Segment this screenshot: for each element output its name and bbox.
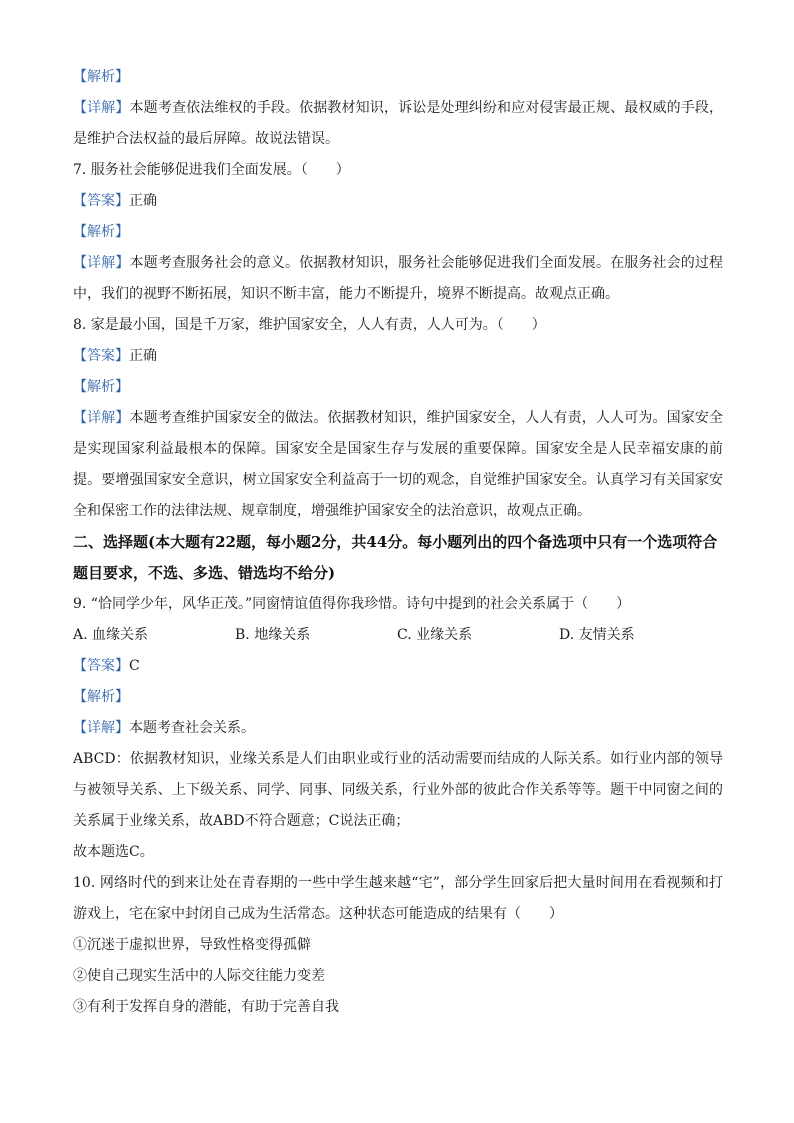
option-c: C. 业缘关系 [397, 627, 473, 643]
detail-paragraph-7: 【详解】本题考查服务社会的意义。依据教材知识，服务社会能够促进我们全面发展。在服务社会的过程中，我们的视野不断拓展，知识不断丰富，能力不断提升，境界不断提高。故观点正确。 [73, 255, 724, 302]
analysis-heading: 【解析】 [73, 69, 129, 85]
item-10-1: ①沉迷于虚拟世界，导致性格变得孤僻 [73, 937, 311, 953]
item-10-2: ②使自己现实生活中的人际交往能力变差 [73, 968, 325, 984]
document-page [73, 62, 723, 1023]
option-d: D. 友情关系 [559, 627, 635, 643]
question-10: 10. 网络时代的到来让处在青春期的一些中学生越来越“宅”，部分学生回家后把大量时间用在看视频和打游戏上，宅在家中封闭自己成为生活常态。这种状态可能造成的结果有（ ） [73, 875, 723, 922]
question-8: 8. 家是最小国，国是千万家，维护国家安全，人人有责，人人可为。（ ） [73, 317, 546, 333]
analysis-heading-7: 【解析】 [73, 224, 129, 240]
question-9: 9. “恰同学少年，风华正茂。”同窗情谊值得你我珍惜。诗句中提到的社会关系属于（ ） [73, 596, 631, 612]
analysis-heading-9: 【解析】 [73, 689, 129, 705]
answer-9: 【答案】C [73, 658, 140, 674]
item-10-3: ③有利于发挥自身的潜能，有助于完善自我 [73, 999, 339, 1015]
section-title: 二、选择题(本大题有22题，每小题2分，共44分。每小题列出的四个备选项中只有一个选项符合题目要求，不选、多选、错选均不给分) [73, 533, 718, 582]
option-b: B. 地缘关系 [235, 627, 311, 643]
question-7: 7. 服务社会能够促进我们全面发展。（ ） [73, 162, 350, 178]
detail-paragraph-8: 【详解】本题考查维护国家安全的做法。依据教材知识，维护国家安全，人人有责，人人可为。国家安全是实现国家利益最根本的保障。国家安全是国家生存与发展的重要保障。国家安全是人民幸福安康的前提。要增强国家安全意识，树立国家安全利益高于一切的观念，自觉维护国家安全。认真学习有关国家安全和保密工作的法律法规、规章制度，增强维护国家安全的法治意识，故观点正确。 [73, 410, 724, 519]
detail-line-9: 【详解】本题考查社会关系。 [73, 720, 255, 736]
analysis-heading-8: 【解析】 [73, 379, 129, 395]
answer-8: 【答案】正确 [73, 348, 157, 364]
options-9 [73, 620, 723, 651]
option-a: A. 血缘关系 [73, 627, 149, 643]
analysis-paragraph-9: ABCD：依据教材知识，业缘关系是人们由职业或行业的活动需要而结成的人际关系。如行业内部的领导与被领导关系、上下级关系、同学、同事、同级关系，行业外部的彼此合作关系等等。题干中同窗之间的关系属于业缘关系，故ABD不符合题意；C说法正确； [73, 751, 723, 829]
conclusion-9: 故本题选C。 [73, 844, 154, 860]
detail-paragraph: 【详解】本题考查依法维权的手段。依据教材知识，诉讼是处理纠纷和应对侵害最正规、最权威的手段，是维护合法权益的最后屏障。故说法错误。 [73, 100, 724, 147]
answer-7: 【答案】正确 [73, 193, 157, 209]
